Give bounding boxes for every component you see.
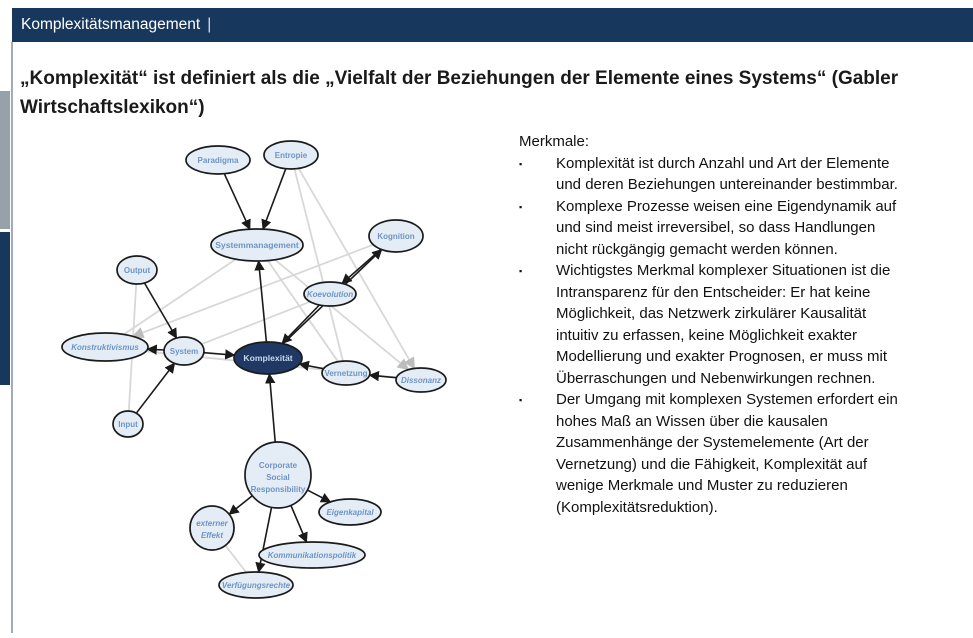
header-bar — [12, 8, 973, 42]
node-komplexitaet-label: Komplexität — [243, 353, 293, 363]
node-eigenkapital — [319, 499, 381, 525]
edge-entropie-dissonanz — [299, 168, 415, 368]
merkmale-panel — [519, 131, 901, 518]
node-csr-label-line3: Responsibility — [250, 485, 306, 494]
merkmale-bullet-4 — [519, 389, 901, 518]
merkmale-bullet-2-text: Komplexe Prozesse weisen eine Eigendynamik auf und sind meist irreversibel, so dass Handlungen nicht rückgängig gemacht werden können. — [556, 197, 897, 258]
header-title: Komplexitätsmanagement — [21, 16, 201, 33]
merkmale-bullet-4-text: Der Umgang mit komplexen Systemen erfordert ein hohes Maß an Wissen über die kausalen Zusammenhänge der Systemelemente (Art der Vernetzung) und die Fähigkeit, Komplexität auf wenige Merkmale und Muster zu reduzieren (Komplexitätsreduktion). — [556, 391, 898, 516]
node-input — [113, 411, 143, 437]
node-corporate-social-responsibility — [245, 442, 311, 508]
node-externer-effekt-label-line2: Effekt — [200, 531, 224, 540]
node-output — [117, 256, 157, 284]
node-kommunikationspolitik — [259, 542, 365, 568]
edge-koevolution-system — [202, 302, 311, 345]
node-systemmanagement — [211, 229, 303, 261]
node-csr-label-line2: Social — [266, 473, 290, 482]
node-paradigma — [186, 146, 250, 174]
node-entropie — [264, 141, 318, 169]
node-input-label: Input — [118, 420, 138, 429]
bullet-square-icon: ▪ — [519, 158, 523, 169]
node-vernetzung-label: Vernetzung — [324, 369, 368, 378]
node-output-label: Output — [123, 266, 151, 275]
slide-title: „Komplexität“ ist definiert als die „Vielfalt der Beziehungen der Elemente eines Systems“ (Gabler Wirtschaftslexikon“) — [20, 68, 899, 118]
edge-system-komplexitaet — [204, 353, 235, 356]
edge-paradigma-systemmanagement — [224, 174, 250, 230]
node-kognition — [369, 220, 423, 252]
merkmale-bullet-3-text: Wichtigstes Merkmal komplexer Situationen ist die Intransparenz für den Entscheider: Er hat keine Möglichkeit, das Netzwerk zirkulärer Kausalität intuitiv zu erfassen, keine Möglichkeit exakter Modellierung und exakter Prognosen, er muss mit Überraschungen und Nebenwirkungen rechnen. — [556, 262, 891, 387]
network-diagram — [0, 130, 500, 633]
merkmale-bullet-3 — [519, 260, 901, 389]
bullet-square-icon: ▪ — [519, 201, 523, 212]
edge-csr-kommunikationspolitik — [291, 505, 307, 542]
edge-csr-externer_effekt — [229, 496, 252, 515]
node-dissonanz-label: Dissonanz — [400, 376, 442, 385]
node-entropie-label: Entropie — [274, 151, 308, 160]
node-vernetzung — [322, 361, 370, 385]
network-diagram-svg — [0, 130, 500, 633]
merkmale-bullet-2 — [519, 196, 901, 261]
bullet-square-icon: ▪ — [519, 266, 523, 276]
node-koevolution — [304, 282, 356, 306]
bullet-square-icon: ▪ — [519, 395, 523, 405]
edge-entropie-systemmanagement — [263, 169, 286, 229]
node-dissonanz — [396, 368, 446, 392]
node-eigenkapital-label: Eigenkapital — [326, 508, 374, 517]
node-konstruktivismus — [62, 333, 148, 361]
edge-komplexitaet-systemmanagement — [259, 261, 267, 342]
edge-csr-komplexitaet — [269, 374, 275, 442]
node-systemmanagement-label: Systemmanagement — [215, 240, 299, 250]
node-system — [164, 337, 204, 365]
node-paradigma-label: Paradigma — [197, 156, 239, 165]
node-konstruktivismus-label: Konstruktivismus — [71, 343, 139, 352]
diagram-nodes — [62, 141, 446, 598]
node-externer-effekt-label-line1: externer — [196, 519, 228, 528]
node-kognition-label: Kognition — [377, 232, 415, 241]
merkmale-bullet-1 — [519, 153, 901, 196]
edge-csr-eigenkapital — [307, 490, 330, 502]
node-koevolution-label: Koevolution — [306, 290, 354, 299]
node-externer-effekt — [190, 506, 234, 550]
node-kommunikationspolitik-label: Kommunikationspolitik — [267, 551, 357, 560]
node-system-label: System — [169, 347, 199, 356]
merkmale-bullet-1-text: Komplexität ist durch Anzahl und Art der Elemente und deren Beziehungen untereinander bestimmbar. — [556, 154, 898, 193]
node-verfuegungsrechte-label: Verfügungsrechte — [221, 581, 291, 590]
node-komplexitaet — [234, 342, 302, 374]
node-verfuegungsrechte — [219, 572, 293, 598]
edge-system-konstruktivismus — [148, 349, 165, 350]
merkmale-heading: Merkmale: — [519, 133, 590, 150]
header-separator: | — [207, 16, 212, 33]
edge-externer_effekt-verfuegungsrechte — [225, 545, 246, 572]
edge-input-system — [136, 363, 174, 413]
node-csr-label-line1: Corporate — [258, 461, 298, 470]
